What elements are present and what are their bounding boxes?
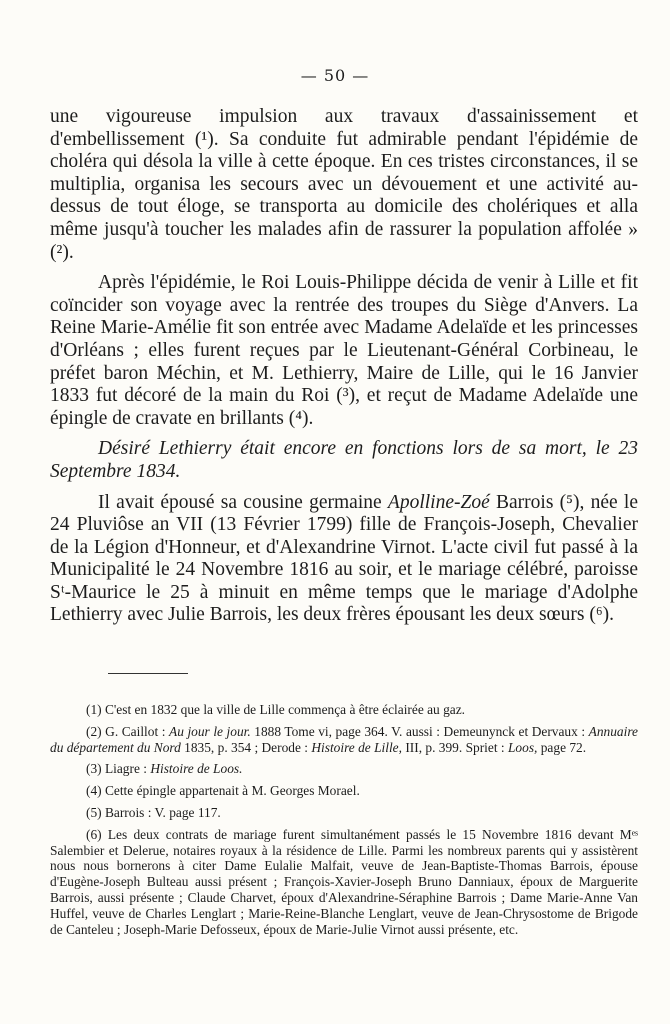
- footnote-5: (5) Barrois : V. page 117.: [86, 804, 221, 820]
- page-number: — 50 —: [300, 66, 370, 85]
- footnote-2-title: Au jour le jour.: [169, 723, 251, 739]
- paragraph-4-rest: Barrois (⁵), née le 24 Pluviôse an VII (13 Février 1799) fille de François-Joseph, Chevalier de la Légion d'Honneur, et d'Alexandrine Virnot. L'acte civil fut passé à la Municipalité le 24 Novembre 1816 au soir, et le mariage célébré, paroisse Sᵗ-Maurice le 25 à minuit en même temps que le mariage d'Adolphe Lethierry avec Julie Barrois, les deux frères épousant les deux sœurs (⁶).: [50, 491, 638, 626]
- paragraph-1: une vigoureuse impulsion aux travaux d'assainissement et d'embellissement (¹). Sa conduite fut admirable pendant l'épidémie de choléra qui désola la ville à cette époque. En ces tristes circonstances, il se multiplia, organisa les secours avec un dévouement et une activité au-dessus de tout éloge, se transporta au domicile des cholériques et alla même jusqu'à toucher les malades afin de rassurer la population affolée » (²).: [50, 106, 638, 263]
- footnote-2-text-4: page 72.: [537, 739, 587, 755]
- footnote-2-title-4: Loos,: [507, 739, 538, 755]
- footnote-2-text-3: III, p. 399. Spriet :: [401, 739, 508, 755]
- footnote-2-author: (2) G. Caillot :: [86, 723, 170, 739]
- footnote-2-text-2: 1835, p. 354 ; Derode :: [180, 739, 312, 755]
- footnote-1: (1) C'est en 1832 que la ville de Lille commença à être éclairée au gaz.: [86, 702, 466, 717]
- footnote-2-text: 1888 Tome vi, page 364. V. aussi : Demeunynck et Dervaux :: [250, 723, 589, 739]
- footnote-2: [50, 724, 638, 756]
- paragraph-2: Après l'épidémie, le Roi Louis-Philippe décida de venir à Lille et fit coïncider son voyage avec la rentrée des troupes du Siège d'Anvers. La Reine Marie-Amélie fit son entrée avec Madame Adelaïde et les princesses d'Orléans ; elles furent reçues par le Lieutenant-Général Corbineau, le préfet baron Méchin, et M. Lethierry, Maire de Lille, qui le 16 Janvier 1833 fut décoré de la main du Roi (³), et reçut de Madame Adelaïde une épingle de cravate en brillants (⁴).: [50, 272, 638, 429]
- paragraph-4: [50, 492, 638, 628]
- footnote-2-title-2: Annuaire du département du Nord: [50, 723, 638, 755]
- footnote-3-author: (3) Liagre :: [86, 761, 151, 777]
- paragraph-4-start: Il avait épousé sa cousine germaine: [98, 491, 388, 513]
- footnotes: [50, 702, 638, 937]
- main-text: [50, 106, 638, 635]
- footnote-divider: [108, 673, 188, 674]
- footnote-3-title: Histoire de Loos.: [150, 761, 243, 777]
- paragraph-4-name: Apolline-Zoé: [387, 491, 490, 513]
- paragraph-3: Désiré Lethierry était encore en fonctions lors de sa mort, le 23 Septembre 1834.: [50, 438, 638, 482]
- footnote-3: [50, 761, 638, 777]
- footnote-6: (6) Les deux contrats de mariage furent simultanément passés le 15 Novembre 1816 devant Mᵉˢ Salembier et Delerue, notaires royaux à la résidence de Lille. Parmi les nombreux parents qui y assistèrent nous nous bornerons à citer Dame Eulalie Malfait, veuve de Jean-Baptiste-Thomas Barrois, épouse d'Eugène-Joseph Bulteau aussi présent ; François-Xavier-Joseph Bruno Danniaux, époux de Marguerite Barrois, aussi présente ; Claude Charvet, époux d'Alexandrine-Séraphine Barrois ; Dame Marie-Anne Van Huffel, veuve de Charles Lenglart ; Marie-Reine-Blanche Lenglart, veuve de Jean-Chrysostome de Brigode de Canteleu ; Joseph-Marie Defosseux, époux de Marie-Julie Virnot aussi présente, etc.: [50, 826, 638, 937]
- footnote-4: (4) Cette épingle appartenait à M. Georges Morael.: [86, 783, 360, 799]
- footnote-2-title-3: Histoire de Lille,: [311, 739, 402, 755]
